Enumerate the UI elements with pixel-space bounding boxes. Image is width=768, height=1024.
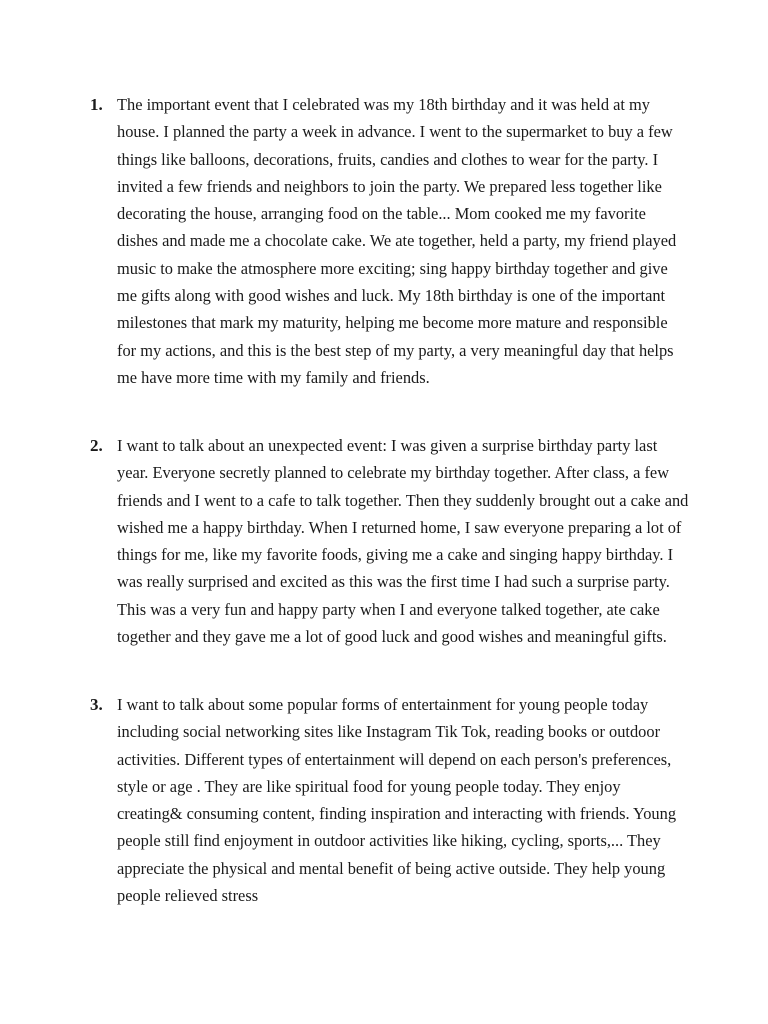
item-number: 3. [90,695,103,714]
item-paragraph: I want to talk about some popular forms of entertainment for young people today including social networking sites like Instagram Tik Tok, reading books or outdoor activities. Different types of entertainment will depend on each person's preferences, style or age . They are like spiritual food for young people today. They enjoy creating& consuming content, finding inspiration and interacting with friends. Young people still find enjoyment in outdoor activities like hiking, cycling, sports,... They appreciate the physical and mental benefit of being active outside. They help young people relieved stress [117,695,677,906]
item-number: 2. [90,436,103,455]
item-number: 1. [90,95,103,114]
item-paragraph: I want to talk about an unexpected event: I was given a surprise birthday party last year. Everyone secretly planned to celebrate my birthday together. After class, a few friends and I went to a cafe to talk together. Then they suddenly brought out a cake and wished me a happy birthday. When I returned home, I saw everyone preparing a lot of things for me, like my favorite foods, giving me a cake and singing happy birthday. I was really surprised and excited as this was the first time I had such a surprise party. This was a very fun and happy party when I and everyone talked together, ate cake together and they gave me a lot of good luck and good wishes and meaningful gifts. [117,436,689,647]
list-item [90,432,690,650]
list-item [90,91,690,391]
item-paragraph: The important event that I celebrated was my 18th birthday and it was held at my house. I planned the party a week in advance. I went to the supermarket to buy a few things like balloons, decorations, fruits, candies and clothes to wear for the party. I invited a few friends and neighbors to join the party. We prepared less together like decorating the house, arranging food on the table... Mom cooked me my favorite dishes and made me a chocolate cake. We ate together, held a party, my friend played music to make the atmosphere more exciting; sing happy birthday together and give me gifts along with good wishes and luck. My 18th birthday is one of the important milestones that mark my maturity, helping me become more mature and responsible for my actions, and this is the best step of my party, a very meaningful day that helps me have more time with my family and friends. [117,95,677,387]
list-item [90,691,690,909]
